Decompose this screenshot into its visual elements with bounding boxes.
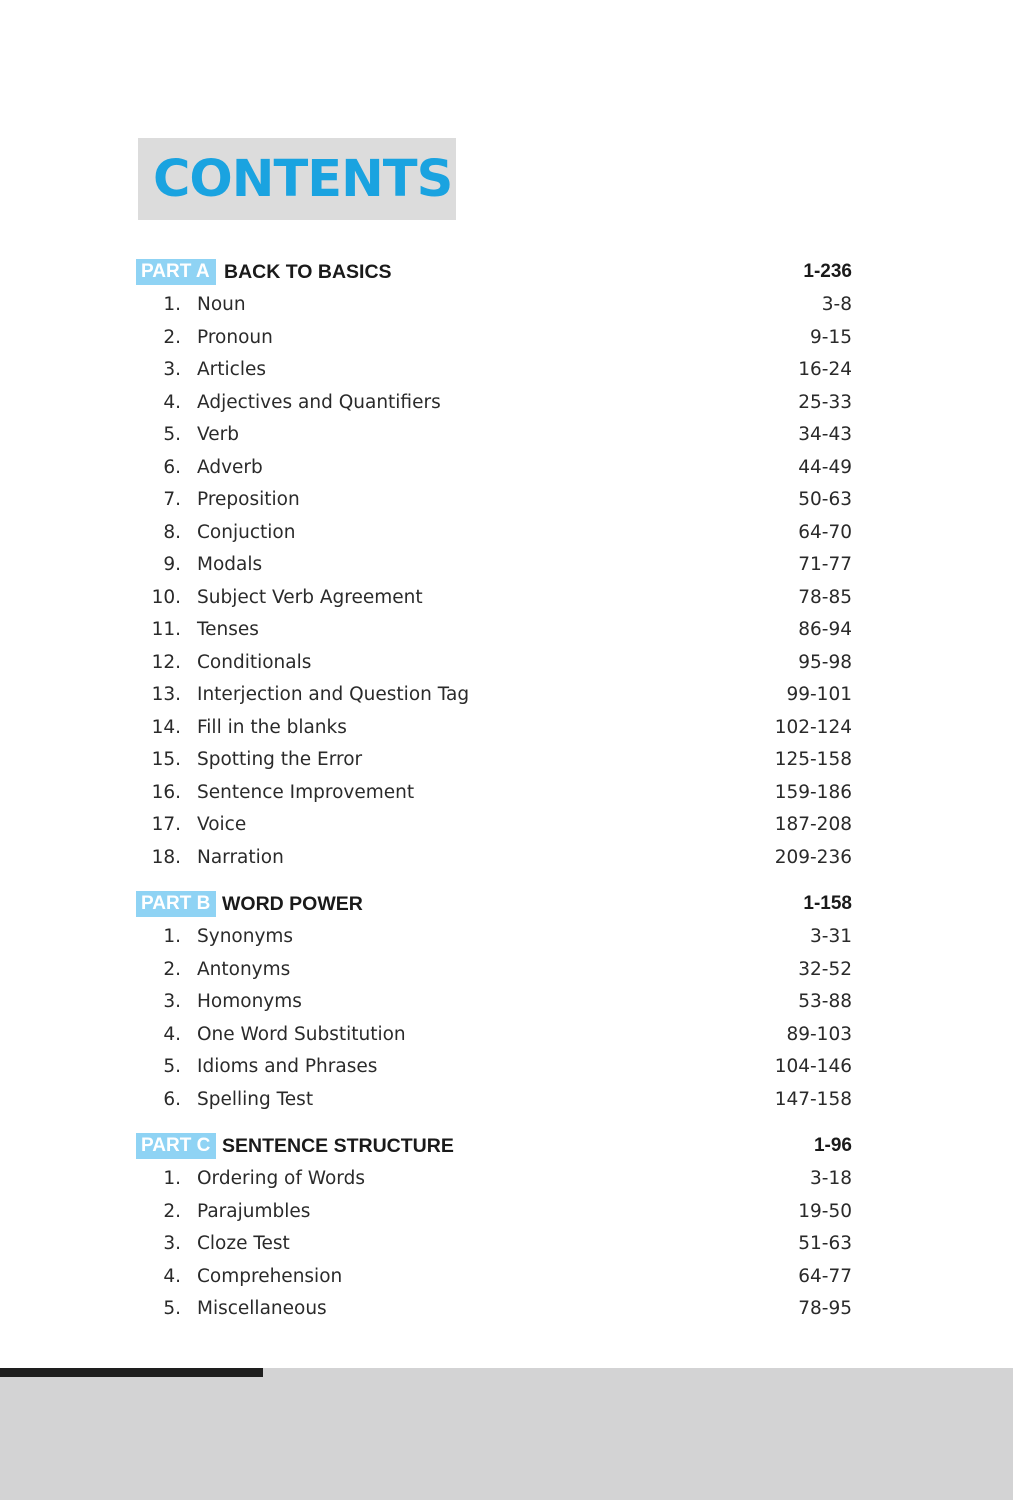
entry-page-range: 50-63 bbox=[798, 489, 852, 510]
entry-number: 5. bbox=[163, 424, 181, 445]
entry-title: Conditionals bbox=[197, 651, 312, 673]
entry-title: One Word Substitution bbox=[197, 1023, 406, 1045]
toc-entry bbox=[0, 1228, 1013, 1260]
part-badge: PART C bbox=[136, 1133, 216, 1159]
part-page-range: 1-236 bbox=[803, 261, 852, 282]
entry-number: 12. bbox=[151, 651, 181, 673]
footer-accent-bar bbox=[0, 1368, 263, 1377]
entry-title: Parajumbles bbox=[197, 1200, 311, 1222]
entry-number: 18. bbox=[151, 846, 181, 868]
entry-page-range: 19-50 bbox=[798, 1200, 852, 1222]
entry-title: Comprehension bbox=[197, 1265, 343, 1287]
entry-title: Modals bbox=[197, 554, 263, 575]
part-badge: PART A bbox=[136, 259, 216, 285]
entry-page-range: 3-8 bbox=[821, 294, 852, 315]
part-header bbox=[0, 1130, 1013, 1162]
toc-entry bbox=[0, 517, 1013, 549]
entry-page-range: 159-186 bbox=[774, 781, 852, 803]
entry-number: 15. bbox=[151, 749, 181, 770]
entry-title: Adjectives and Quantifiers bbox=[197, 391, 441, 413]
entry-page-range: 89-103 bbox=[786, 1023, 852, 1045]
entry-number: 16. bbox=[151, 781, 181, 803]
toc-entry bbox=[0, 322, 1013, 354]
entry-page-range: 86-94 bbox=[798, 619, 852, 640]
toc-entry bbox=[0, 1051, 1013, 1083]
toc-entry bbox=[0, 452, 1013, 484]
entry-number: 1. bbox=[163, 926, 181, 947]
toc-entry bbox=[0, 842, 1013, 874]
entry-number: 4. bbox=[163, 1023, 181, 1045]
toc-entry bbox=[0, 549, 1013, 581]
toc-entry bbox=[0, 614, 1013, 646]
entry-number: 2. bbox=[163, 1200, 181, 1222]
entry-number: 3. bbox=[163, 359, 181, 380]
entry-page-range: 102-124 bbox=[774, 716, 852, 738]
part-title: BACK TO BASICS bbox=[224, 261, 392, 283]
entry-page-range: 187-208 bbox=[774, 814, 852, 835]
entry-number: 17. bbox=[151, 814, 181, 835]
entry-title: Verb bbox=[197, 424, 239, 445]
entry-page-range: 78-95 bbox=[798, 1298, 852, 1319]
entry-number: 4. bbox=[163, 391, 181, 413]
part-header bbox=[0, 256, 1013, 288]
entry-title: Antonyms bbox=[197, 958, 291, 980]
entry-number: 8. bbox=[163, 521, 181, 543]
toc-entry bbox=[0, 777, 1013, 809]
toc-entry bbox=[0, 289, 1013, 321]
entry-number: 11. bbox=[151, 619, 181, 640]
entry-page-range: 32-52 bbox=[798, 958, 852, 980]
toc-entry bbox=[0, 712, 1013, 744]
toc-entry bbox=[0, 582, 1013, 614]
entry-page-range: 99-101 bbox=[786, 684, 852, 705]
entry-number: 6. bbox=[163, 456, 181, 478]
entry-page-range: 34-43 bbox=[798, 424, 852, 445]
entry-title: Conjuction bbox=[197, 521, 296, 543]
entry-title: Fill in the blanks bbox=[197, 716, 347, 738]
part-page-range: 1-158 bbox=[803, 893, 852, 914]
entry-title: Spelling Test bbox=[197, 1088, 314, 1110]
entry-number: 6. bbox=[163, 1088, 181, 1110]
entry-number: 1. bbox=[163, 294, 181, 315]
part-title: WORD POWER bbox=[222, 893, 363, 915]
entry-title: Ordering of Words bbox=[197, 1168, 365, 1189]
toc-entry bbox=[0, 921, 1013, 953]
entry-number: 5. bbox=[163, 1298, 181, 1319]
entry-title: Noun bbox=[197, 294, 246, 315]
toc-entry bbox=[0, 954, 1013, 986]
toc-entry bbox=[0, 809, 1013, 841]
entry-page-range: 53-88 bbox=[798, 991, 852, 1012]
entry-page-range: 44-49 bbox=[798, 456, 852, 478]
toc-entry bbox=[0, 1196, 1013, 1228]
toc-entry bbox=[0, 1163, 1013, 1195]
entry-number: 2. bbox=[163, 326, 181, 348]
entry-page-range: 78-85 bbox=[798, 586, 852, 608]
entry-number: 3. bbox=[163, 991, 181, 1012]
part-header bbox=[0, 888, 1013, 920]
entry-page-range: 3-31 bbox=[810, 926, 852, 947]
entry-page-range: 71-77 bbox=[798, 554, 852, 575]
entry-title: Spotting the Error bbox=[197, 749, 363, 770]
entry-title: Homonyms bbox=[197, 991, 302, 1012]
toc-entry bbox=[0, 387, 1013, 419]
page-footer-band bbox=[0, 1368, 1013, 1500]
entry-page-range: 104-146 bbox=[774, 1056, 852, 1077]
entry-number: 14. bbox=[151, 716, 181, 738]
entry-number: 5. bbox=[163, 1056, 181, 1077]
entry-title: Idioms and Phrases bbox=[197, 1056, 378, 1077]
entry-title: Sentence Improvement bbox=[197, 781, 415, 803]
entry-page-range: 125-158 bbox=[774, 749, 852, 770]
toc-entry bbox=[0, 679, 1013, 711]
page-title: CONTENTS bbox=[153, 150, 453, 209]
entry-number: 2. bbox=[163, 958, 181, 980]
toc-entry bbox=[0, 647, 1013, 679]
toc-entry bbox=[0, 354, 1013, 386]
entry-title: Tenses bbox=[197, 619, 259, 640]
toc-entry bbox=[0, 986, 1013, 1018]
toc-entry bbox=[0, 484, 1013, 516]
toc-entry bbox=[0, 1084, 1013, 1116]
entry-number: 3. bbox=[163, 1233, 181, 1254]
entry-page-range: 51-63 bbox=[798, 1233, 852, 1254]
entry-page-range: 209-236 bbox=[774, 846, 852, 868]
entry-page-range: 64-77 bbox=[798, 1265, 852, 1287]
toc-entry bbox=[0, 1019, 1013, 1051]
part-title: SENTENCE STRUCTURE bbox=[222, 1135, 454, 1157]
entry-page-range: 16-24 bbox=[798, 359, 852, 380]
toc-entry bbox=[0, 1261, 1013, 1293]
entry-title: Subject Verb Agreement bbox=[197, 586, 423, 608]
part-page-range: 1-96 bbox=[813, 1135, 852, 1156]
entry-title: Synonyms bbox=[197, 926, 294, 947]
entry-page-range: 25-33 bbox=[798, 391, 852, 413]
entry-number: 9. bbox=[163, 554, 181, 575]
entry-page-range: 9-15 bbox=[810, 326, 852, 348]
entry-title: Cloze Test bbox=[197, 1233, 290, 1254]
entry-title: Articles bbox=[197, 359, 266, 380]
entry-title: Interjection and Question Tag bbox=[197, 684, 470, 705]
entry-page-range: 3-18 bbox=[810, 1168, 852, 1189]
entry-title: Miscellaneous bbox=[197, 1298, 327, 1319]
toc-entry bbox=[0, 419, 1013, 451]
entry-page-range: 95-98 bbox=[798, 651, 852, 673]
entry-number: 4. bbox=[163, 1265, 181, 1287]
entry-title: Adverb bbox=[197, 456, 263, 478]
entry-number: 13. bbox=[151, 684, 181, 705]
entry-page-range: 64-70 bbox=[798, 521, 852, 543]
toc-entry bbox=[0, 1293, 1013, 1325]
entry-number: 10. bbox=[151, 586, 181, 608]
entry-number: 7. bbox=[163, 489, 181, 510]
entry-number: 1. bbox=[163, 1168, 181, 1189]
entry-title: Voice bbox=[197, 814, 247, 835]
toc-entry bbox=[0, 744, 1013, 776]
entry-title: Pronoun bbox=[197, 326, 273, 348]
entry-title: Preposition bbox=[197, 489, 300, 510]
entry-page-range: 147-158 bbox=[774, 1088, 852, 1110]
entry-title: Narration bbox=[197, 846, 284, 868]
part-badge: PART B bbox=[136, 891, 216, 917]
